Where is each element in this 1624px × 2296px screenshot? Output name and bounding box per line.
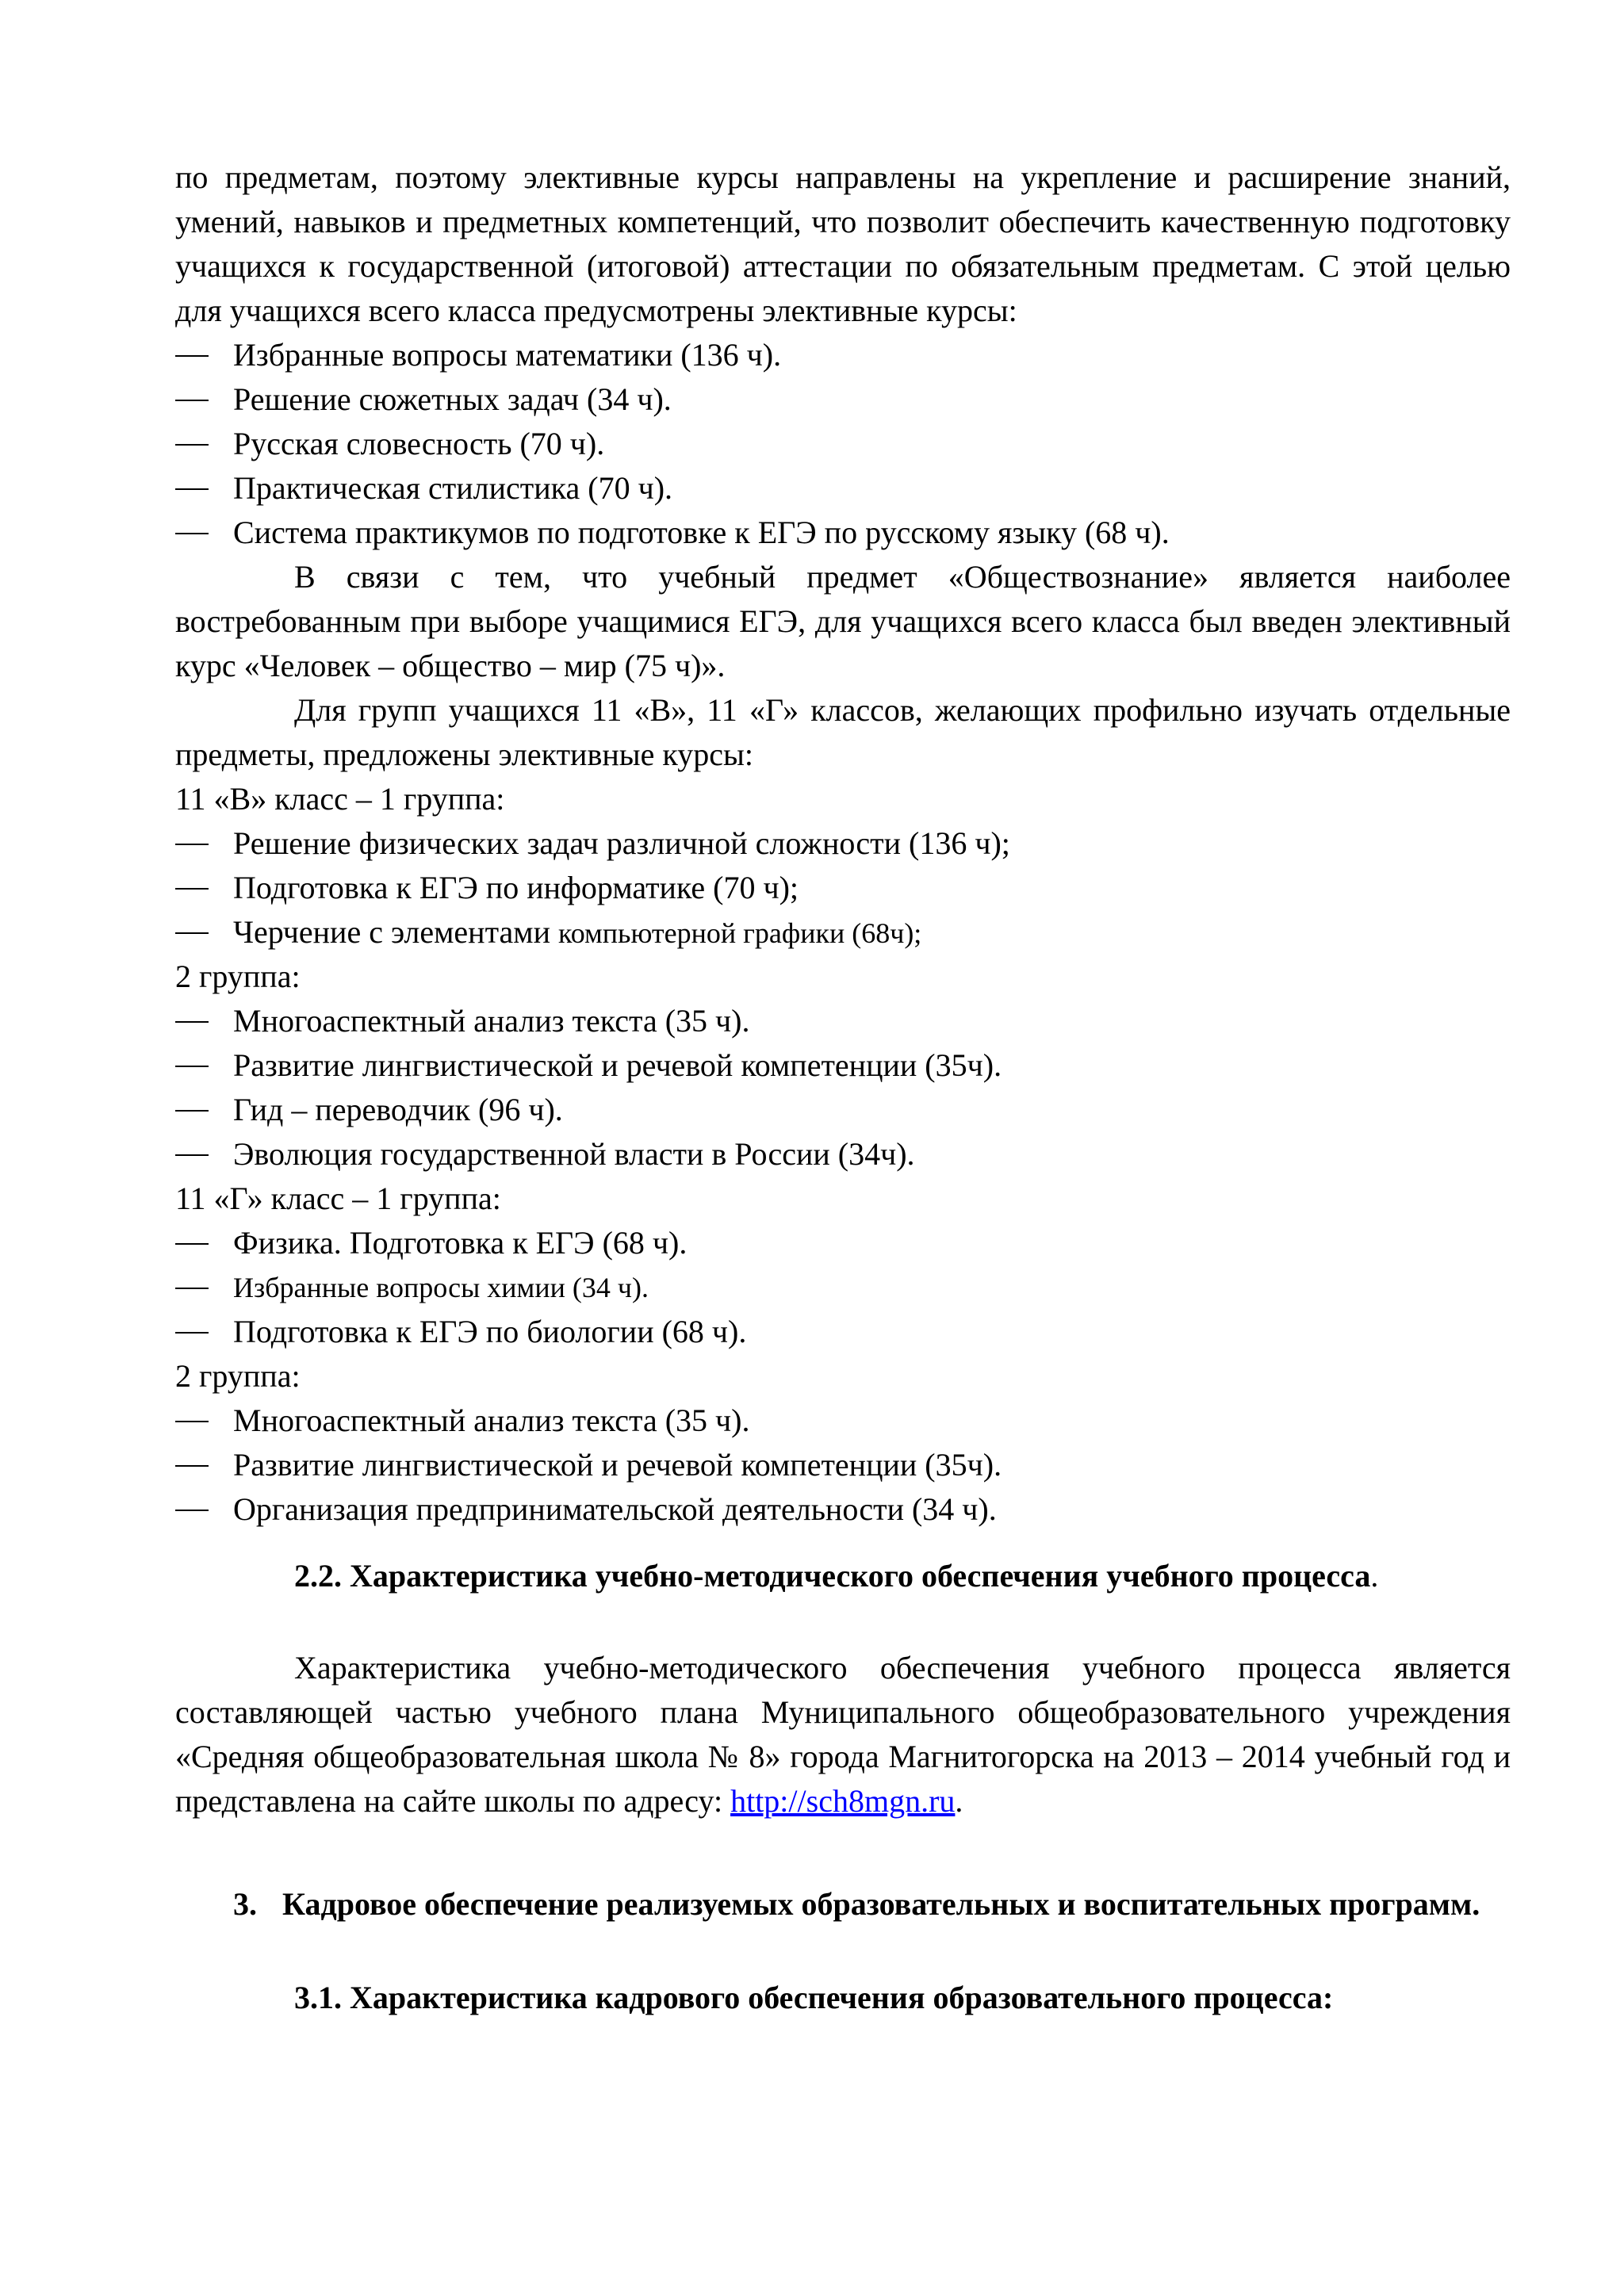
section-3-heading	[175, 1882, 1511, 1927]
section-3-title: Кадровое обеспечение реализуемых образовательных и воспитательных программ.	[282, 1886, 1480, 1922]
section-2-2-heading: 2.2. Характеристика учебно-методического обеспечения учебного процесса.	[294, 1558, 1379, 1594]
dash-bullet	[175, 1288, 209, 1289]
class-11v-group1-list	[175, 821, 1511, 955]
page-content	[175, 155, 1511, 2020]
class-11v-group2-label: 2 группа:	[175, 959, 301, 994]
list-item: Многоаспектный анализ текста (35 ч).	[175, 1399, 1511, 1443]
list-item: Решение сюжетных задач (34 ч).	[175, 377, 1511, 422]
dash-bullet	[175, 1243, 209, 1245]
intro-paragraph: по предметам, поэтому элективные курсы направлены на укрепление и расширение знаний, умений, навыков и предметных компетенций, что позволит обеспечить качественную подготовку учащихся к государственной (итоговой) аттестации по обязательным предметам. С этой целью для учащихся всего класса предусмотрены элективные курсы:	[175, 159, 1511, 328]
list-item: Подготовка к ЕГЭ по биологии (68 ч).	[175, 1310, 1511, 1354]
class-11v-group2-list	[175, 999, 1511, 1177]
list-item: Физика. Подготовка к ЕГЭ (68 ч).	[175, 1221, 1511, 1265]
list-item: Избранные вопросы химии (34 ч).	[175, 1265, 1511, 1310]
list-item: Избранные вопросы математики (136 ч).	[175, 333, 1511, 377]
class-11g-group2-list	[175, 1399, 1511, 1532]
class-11g-group1-list	[175, 1221, 1511, 1354]
dash-bullet	[175, 1066, 209, 1067]
list-item: Система практикумов по подготовке к ЕГЭ по русскому языку (68 ч).	[175, 511, 1511, 555]
dash-bullet	[175, 1421, 209, 1422]
dash-bullet	[175, 844, 209, 845]
list-item: Гид – переводчик (96 ч).	[175, 1088, 1511, 1132]
list-item: Подготовка к ЕГЭ по информатике (70 ч);	[175, 866, 1511, 910]
dash-bullet	[175, 533, 209, 534]
class-11g-group1-label: 11 «Г» класс – 1 группа:	[175, 1181, 501, 1216]
dash-bullet	[175, 444, 209, 446]
dash-bullet	[175, 932, 209, 934]
list-item: Развитие лингвистической и речевой компетенции (35ч).	[175, 1443, 1511, 1487]
list-item: Черчение с элементами компьютерной графики (68ч);	[175, 910, 1511, 955]
dash-bullet	[175, 1465, 209, 1467]
dash-bullet	[175, 1110, 209, 1112]
dash-bullet	[175, 488, 209, 490]
dash-bullet	[175, 1510, 209, 1511]
list-item: Организация предпринимательской деятельности (34 ч).	[175, 1487, 1511, 1532]
list-item: Решение физических задач различной сложности (136 ч);	[175, 821, 1511, 866]
list-item: Многоаспектный анализ текста (35 ч).	[175, 999, 1511, 1043]
list-item: Эволюция государственной власти в России (34ч).	[175, 1132, 1511, 1177]
groups-paragraph: Для групп учащихся 11 «В», 11 «Г» классов, желающих профильно изучать отдельные предметы, предложены элективные курсы:	[175, 692, 1511, 772]
list-item: Русская словесность (70 ч).	[175, 422, 1511, 466]
section-3-number: 3.	[233, 1886, 257, 1922]
section-3-1-heading: 3.1. Характеристика кадрового обеспечения образовательного процесса:	[294, 1980, 1334, 2015]
list-item: Практическая стилистика (70 ч).	[175, 466, 1511, 511]
dash-bullet	[175, 1332, 209, 1334]
dash-bullet	[175, 355, 209, 357]
dash-bullet	[175, 400, 209, 401]
dash-bullet	[175, 1154, 209, 1156]
class-11v-group1-label: 11 «В» класс – 1 группа:	[175, 781, 505, 817]
dash-bullet	[175, 888, 209, 890]
all-class-course-list	[175, 333, 1511, 555]
list-item: Развитие лингвистической и речевой компетенции (35ч).	[175, 1043, 1511, 1088]
school-website-link[interactable]: http://sch8mgn.ru	[730, 1783, 956, 1819]
class-11g-group2-label: 2 группа:	[175, 1358, 301, 1394]
social-studies-paragraph: В связи с тем, что учебный предмет «Обществознание» является наиболее востребованным при выборе учащимися ЕГЭ, для учащихся всего класса был введен элективный курс «Человек – общество – мир (75 ч)».	[175, 559, 1511, 683]
dash-bullet	[175, 1021, 209, 1023]
section-2-2-paragraph: Характеристика учебно-методического обеспечения учебного процесса является составляющей частью учебного плана Муниципального общеобразовательного учреждения «Средняя общеобразовательная школа № 8» города Магнитогорска на 2013 – 2014 учебный год и представлена на сайте школы по адресу: http://sch8mgn.ru.	[175, 1650, 1511, 1819]
